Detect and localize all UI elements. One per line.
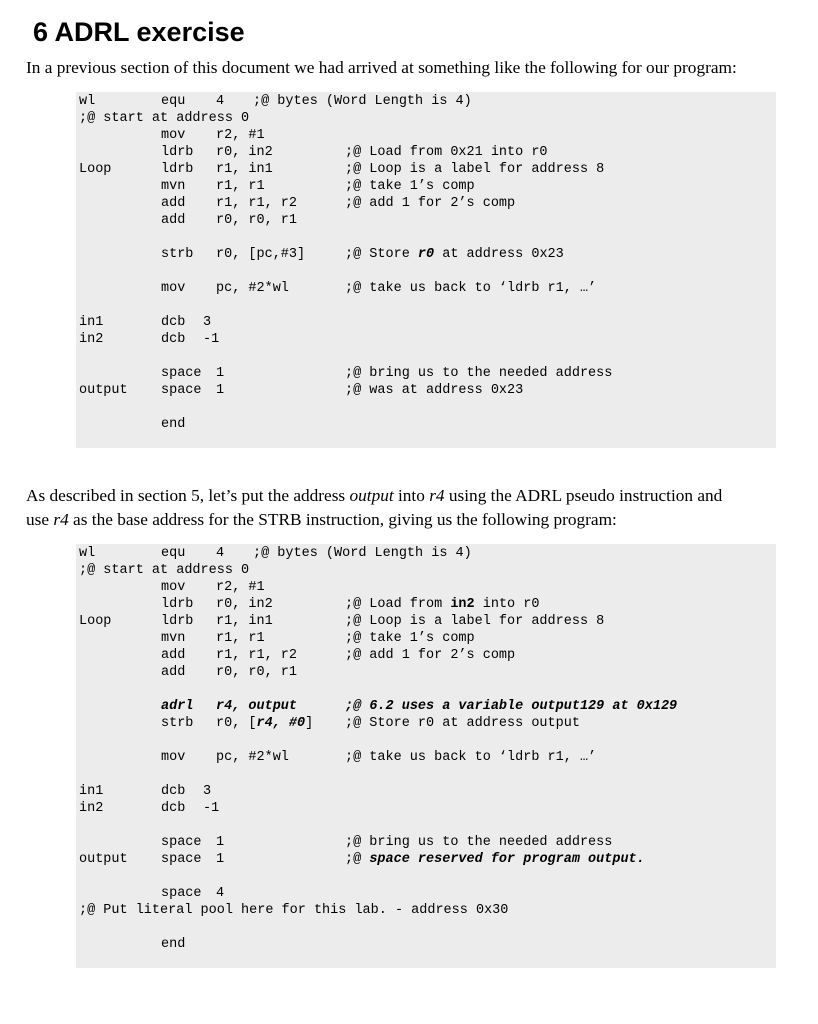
code-line: [79, 647, 516, 664]
code-comment: ;@ was at address 0x23: [345, 383, 524, 398]
comment-text: ;@: [345, 699, 370, 714]
code-operands: -1: [203, 332, 220, 347]
paragraph-text: as the base address for the STRB instruction, giving us the following program:: [68, 510, 617, 529]
code-line: [79, 562, 250, 579]
code-label: Loop: [79, 162, 112, 177]
code-comment: ;@ bytes (Word Length is 4): [253, 94, 472, 109]
code-comment: ;@ take us back to ‘ldrb r1, …’: [345, 750, 597, 765]
code-comment: ;@ take 1’s comp: [345, 179, 475, 194]
code-operands: [216, 715, 313, 732]
code-opcode: equ: [161, 546, 186, 561]
code-comment: ;@ Loop is a label for address 8: [345, 162, 605, 177]
paragraph-text: use: [26, 510, 54, 529]
code-operands: r4, output: [216, 699, 298, 714]
code-label: in1: [79, 315, 104, 330]
comment-text: ;@ Load from: [345, 597, 451, 612]
code-operands: 1: [216, 852, 225, 867]
code-comment: ;@ bring us to the needed address: [345, 835, 613, 850]
code-comment: ;@ Store r0 at address output: [345, 716, 580, 731]
code-operands: r2, #1: [216, 580, 265, 595]
code-opcode: space: [161, 852, 202, 867]
code-line: [79, 936, 186, 953]
code-line: [79, 596, 540, 613]
code-line: [79, 110, 250, 127]
code-opcode: end: [161, 417, 186, 432]
code-comment: [345, 698, 677, 715]
code-opcode: space: [161, 383, 202, 398]
code-line: [79, 416, 186, 433]
code-line: [79, 885, 225, 902]
code-comment: ;@ start at address 0: [79, 111, 250, 126]
code-opcode: end: [161, 937, 186, 952]
code-operands: r0, r0, r1: [216, 665, 298, 680]
code-line: [79, 161, 605, 178]
code-opcode: ldrb: [161, 614, 194, 629]
code-comment: ;@ add 1 for 2’s comp: [345, 648, 516, 663]
code-opcode: dcb: [161, 784, 186, 799]
code-operands: 1: [216, 366, 225, 381]
code-line: [79, 280, 597, 297]
code-operands: 3: [203, 315, 212, 330]
code-line: [79, 664, 298, 681]
code-operands: 4: [216, 886, 225, 901]
operand-text: ]: [305, 716, 314, 731]
code-line: [79, 144, 548, 161]
operand-text: r0, [: [216, 716, 257, 731]
comment-text: ;@ Store: [345, 247, 418, 262]
code-block-adrl: [76, 544, 776, 968]
code-line: [79, 331, 220, 348]
code-line: [79, 246, 564, 263]
code-line: [79, 178, 475, 195]
code-line: [79, 902, 509, 919]
intro-paragraph: In a previous section of this document we had arrived at something like the following for our program:: [26, 58, 737, 77]
code-operands: 4: [216, 546, 225, 561]
code-line: [79, 715, 580, 732]
paragraph-emphasis: r4: [53, 510, 69, 529]
code-operands: r0, r0, r1: [216, 213, 298, 228]
code-label: wl: [79, 94, 96, 109]
code-operands: r2, #1: [216, 128, 265, 143]
comment-emphasis: space reserved for program output.: [369, 852, 645, 867]
code-label: in2: [79, 332, 104, 347]
comment-emphasis: r0: [417, 247, 435, 262]
code-label: wl: [79, 546, 96, 561]
code-label: output: [79, 852, 128, 867]
code-operands: r0, in2: [216, 145, 273, 160]
code-opcode: space: [161, 886, 202, 901]
code-line: [79, 545, 472, 562]
code-opcode: add: [161, 665, 186, 680]
code-operands: r1, r1: [216, 179, 265, 194]
code-line: [79, 382, 524, 399]
code-line: [79, 800, 220, 817]
code-operands: pc, #2*wl: [216, 750, 289, 765]
code-comment: ;@ start at address 0: [79, 563, 250, 578]
code-comment: ;@ Put literal pool here for this lab. - address 0x30: [79, 903, 509, 918]
code-comment: ;@ Load from 0x21 into r0: [345, 145, 548, 160]
code-operands: 3: [203, 784, 212, 799]
code-comment: [345, 851, 645, 868]
code-comment: [345, 596, 539, 613]
operand-emphasis: r4, #0: [256, 716, 306, 731]
code-label: in1: [79, 784, 104, 799]
code-operands: 4: [216, 94, 225, 109]
code-opcode: add: [161, 648, 186, 663]
code-line: [79, 851, 645, 868]
comment-text: at address 0x23: [434, 247, 564, 262]
code-line: [79, 579, 265, 596]
code-opcode: space: [161, 366, 202, 381]
code-comment: ;@ bring us to the needed address: [345, 366, 613, 381]
comment-text: into r0: [474, 597, 540, 612]
code-opcode: add: [161, 196, 186, 211]
comment-text: ;@: [345, 852, 370, 867]
code-line: [79, 630, 475, 647]
code-line: [79, 212, 298, 229]
paragraph-emphasis: output: [349, 486, 394, 505]
code-line: [79, 365, 613, 382]
section-heading: 6 ADRL exercise: [33, 17, 245, 47]
code-operands: pc, #2*wl: [216, 281, 289, 296]
code-opcode: mov: [161, 750, 186, 765]
code-operands: 1: [216, 383, 225, 398]
code-opcode: mvn: [161, 179, 186, 194]
code-operands: -1: [203, 801, 220, 816]
code-line: [79, 698, 678, 715]
code-opcode: dcb: [161, 315, 186, 330]
code-opcode: ldrb: [161, 145, 194, 160]
code-opcode: strb: [161, 247, 194, 262]
code-operands: r1, r1: [216, 631, 265, 646]
paragraph-text: into: [393, 486, 430, 505]
code-line: [79, 783, 212, 800]
code-operands: r1, in1: [216, 162, 273, 177]
code-operands: r0, [pc,#3]: [216, 247, 306, 262]
code-opcode: mvn: [161, 631, 186, 646]
code-opcode: dcb: [161, 801, 186, 816]
code-opcode: strb: [161, 716, 194, 731]
code-block-original: [76, 92, 776, 448]
code-opcode: dcb: [161, 332, 186, 347]
code-line: [79, 749, 597, 766]
code-opcode: ldrb: [161, 597, 194, 612]
code-operands: r1, r1, r2: [216, 648, 298, 663]
code-line: [79, 314, 212, 331]
code-operands: 1: [216, 835, 225, 850]
code-opcode: mov: [161, 128, 186, 143]
paragraph-text: As described in section 5, let’s put the address: [26, 486, 350, 505]
comment-emphasis: in2: [450, 597, 475, 612]
code-opcode: add: [161, 213, 186, 228]
code-opcode: equ: [161, 94, 186, 109]
code-opcode: space: [161, 835, 202, 850]
code-operands: r0, in2: [216, 597, 273, 612]
comment-emphasis: 6.2 uses a variable output129 at 0x129: [369, 699, 678, 714]
code-opcode: ldrb: [161, 162, 194, 177]
description-line-2: [26, 508, 617, 533]
code-comment: ;@ take 1’s comp: [345, 631, 475, 646]
code-comment: [345, 246, 564, 263]
paragraph-text: using the ADRL pseudo instruction and: [444, 486, 723, 505]
code-operands: r1, in1: [216, 614, 273, 629]
code-comment: ;@ Loop is a label for address 8: [345, 614, 605, 629]
code-opcode: adrl: [161, 699, 194, 714]
code-comment: ;@ take us back to ‘ldrb r1, …’: [345, 281, 597, 296]
code-label: in2: [79, 801, 104, 816]
code-operands: r1, r1, r2: [216, 196, 298, 211]
code-line: [79, 834, 613, 851]
description-line-1: [26, 484, 722, 509]
code-label: output: [79, 383, 128, 398]
code-opcode: mov: [161, 580, 186, 595]
code-line: [79, 127, 265, 144]
code-comment: ;@ bytes (Word Length is 4): [253, 546, 472, 561]
paragraph-emphasis: r4: [429, 486, 445, 505]
code-line: [79, 195, 516, 212]
code-line: [79, 613, 605, 630]
code-line: [79, 93, 472, 110]
code-label: Loop: [79, 614, 112, 629]
code-opcode: mov: [161, 281, 186, 296]
code-comment: ;@ add 1 for 2’s comp: [345, 196, 516, 211]
